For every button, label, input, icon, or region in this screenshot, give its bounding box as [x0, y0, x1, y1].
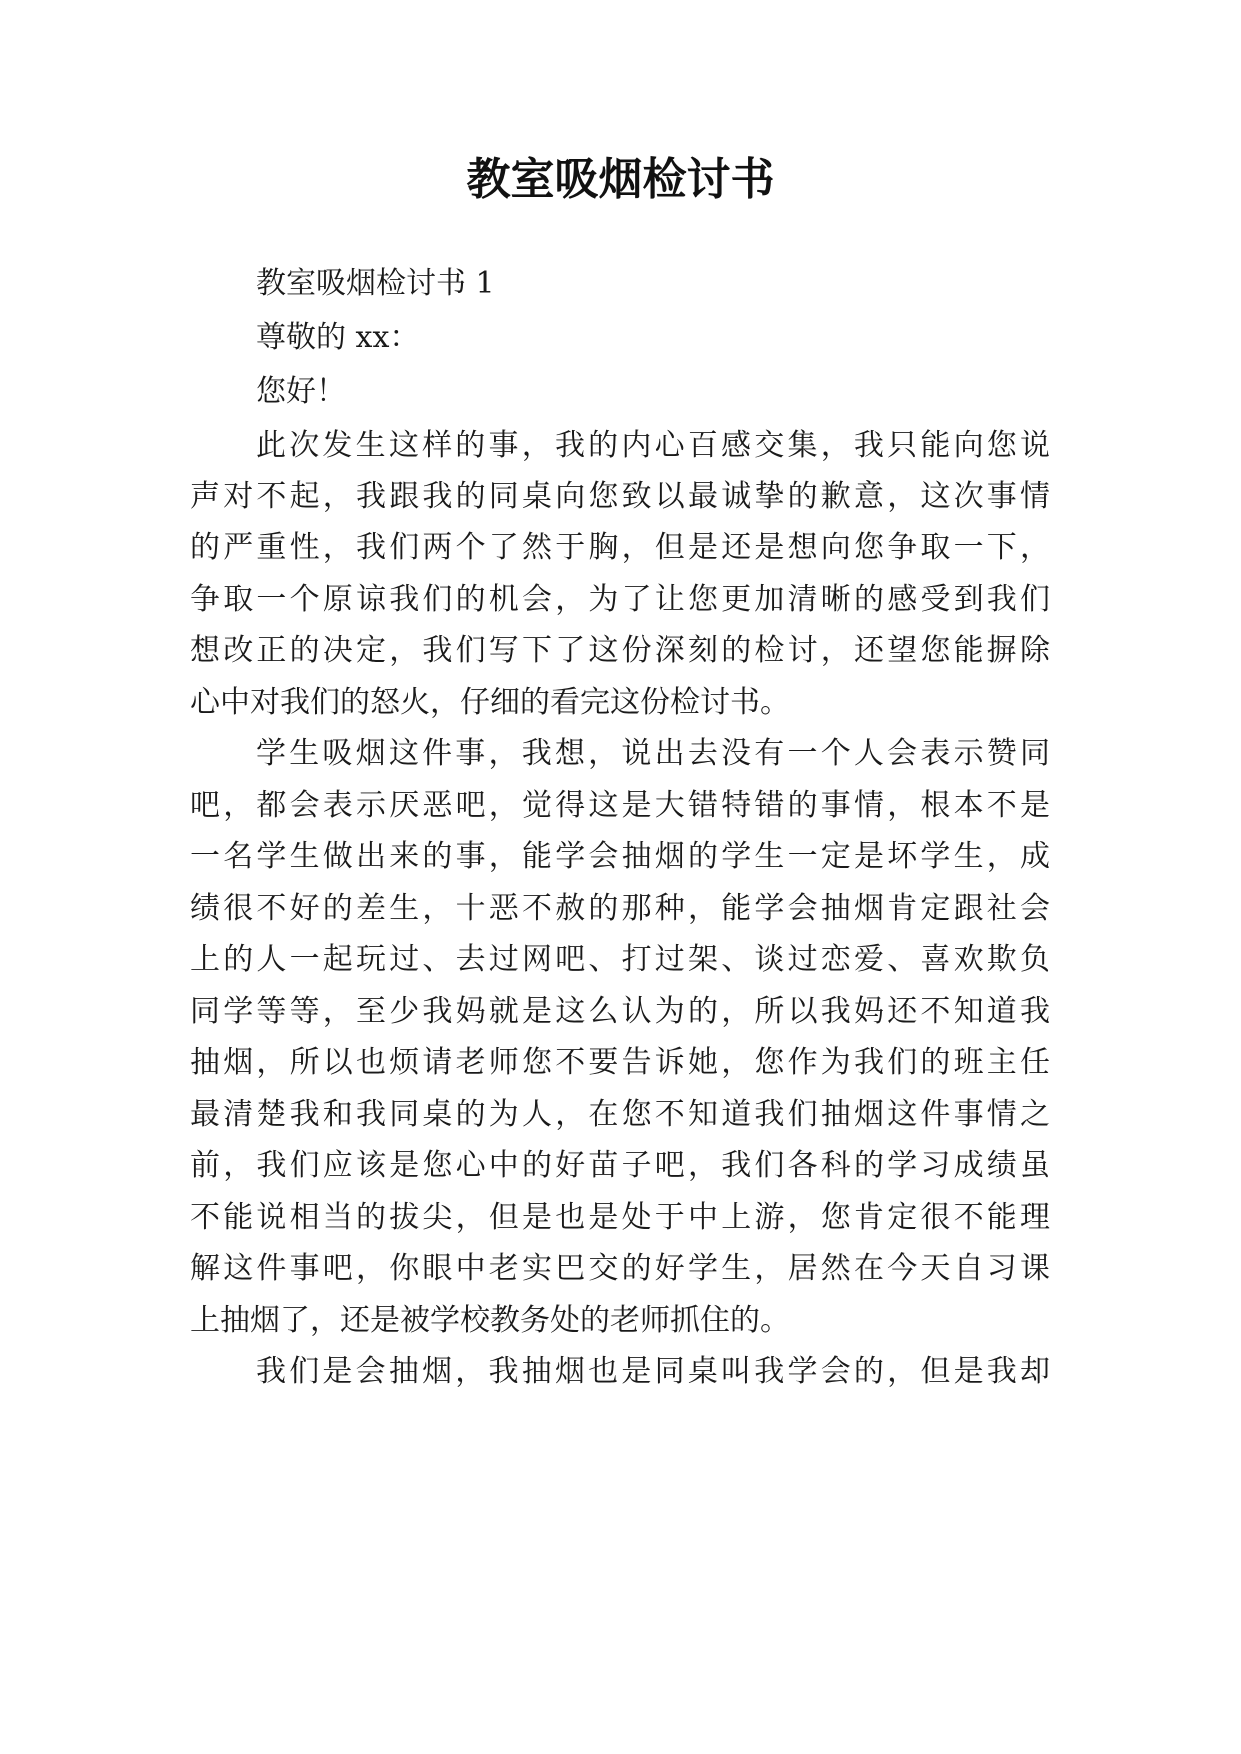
paragraph-line: 的严重性，我们两个了然于胸，但是还是想向您争取一下， [190, 530, 1050, 565]
paragraph-line: 解这件事吧，你眼中老实巴交的好学生，居然在今天自习课 [190, 1251, 1050, 1286]
paragraph-line: 心中对我们的怒火，仔细的看完这份检讨书。 [190, 685, 790, 720]
paragraph-line: 不能说相当的拔尖，但是也是处于中上游，您肯定很不能理 [190, 1200, 1050, 1235]
paragraph-line: 上的人一起玩过、去过网吧、打过架、谈过恋爱、喜欢欺负 [190, 942, 1050, 977]
greeting: 您好！ [256, 374, 346, 409]
paragraph-line: 声对不起，我跟我的同桌向您致以最诚挚的歉意，这次事情 [190, 479, 1050, 514]
paragraph-line: 上抽烟了，还是被学校教务处的老师抓住的。 [190, 1303, 790, 1338]
document-title: 教室吸烟检讨书 [466, 154, 775, 205]
paragraph-line: 绩很不好的差生，十恶不赦的那种，能学会抽烟肯定跟社会 [190, 891, 1050, 926]
paragraph-line: 前，我们应该是您心中的好苗子吧，我们各科的学习成绩虽 [190, 1148, 1050, 1183]
salutation: 尊敬的 xx： [256, 320, 420, 355]
paragraph-line: 吧，都会表示厌恶吧，觉得这是大错特错的事情，根本不是 [190, 788, 1050, 823]
paragraph-line: 想改正的决定，我们写下了这份深刻的检讨，还望您能摒除 [190, 633, 1050, 668]
section-heading: 教室吸烟检讨书 1 [256, 266, 495, 301]
paragraph-line: 抽烟，所以也烦请老师您不要告诉她，您作为我们的班主任 [190, 1045, 1050, 1080]
paragraph-line: 同学等等，至少我妈就是这么认为的，所以我妈还不知道我 [190, 994, 1050, 1029]
paragraph-line: 最清楚我和我同桌的为人，在您不知道我们抽烟这件事情之 [190, 1097, 1050, 1132]
paragraph-line: 一名学生做出来的事，能学会抽烟的学生一定是坏学生，成 [190, 839, 1050, 874]
paragraph-line: 我们是会抽烟，我抽烟也是同桌叫我学会的，但是我却 [256, 1354, 1050, 1389]
paragraph-line: 争取一个原谅我们的机会，为了让您更加清晰的感受到我们 [190, 582, 1050, 617]
paragraph-line: 此次发生这样的事，我的内心百感交集，我只能向您说 [256, 428, 1050, 463]
paragraph-line: 学生吸烟这件事，我想，说出去没有一个人会表示赞同 [256, 736, 1050, 771]
